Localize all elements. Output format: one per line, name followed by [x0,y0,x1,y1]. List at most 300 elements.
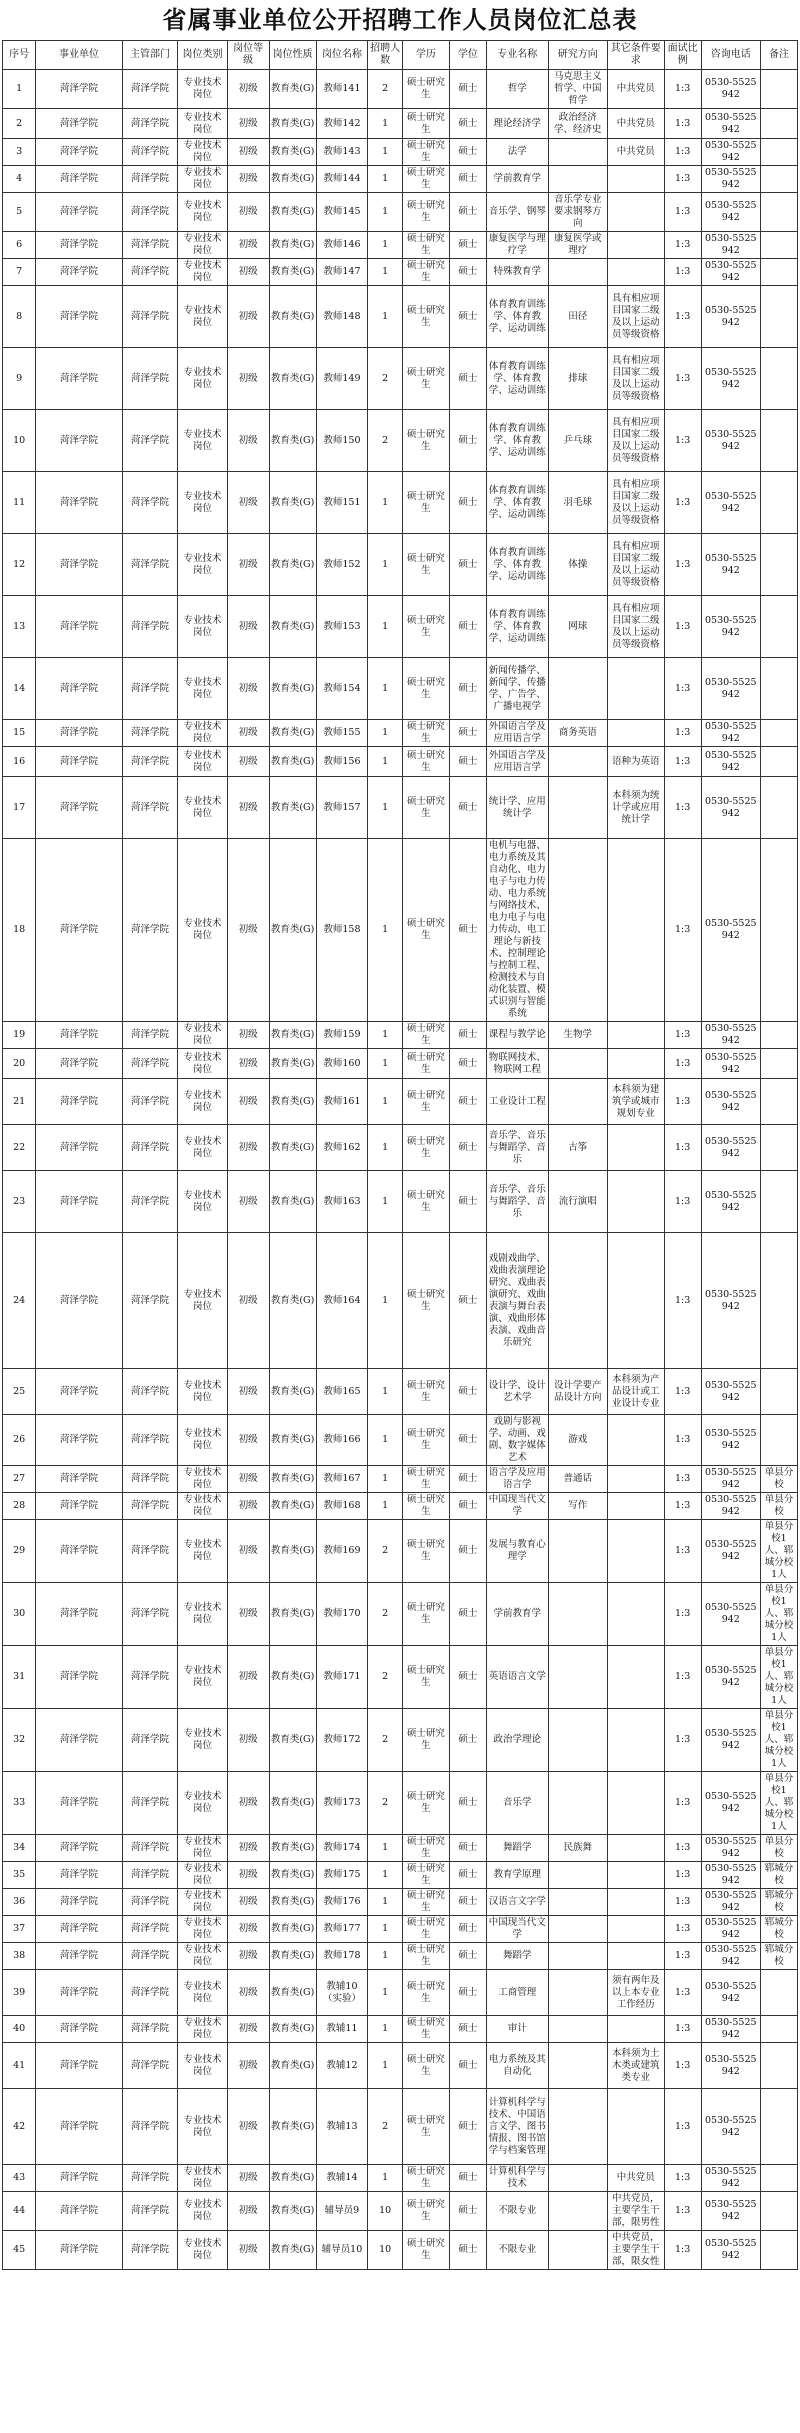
row-number: 33 [3,1772,36,1835]
phone-cell: 0530-5525942 [701,286,760,348]
column-header: 岗位等级 [227,41,269,70]
dept-cell: 菏泽学院 [122,2043,178,2089]
dept-cell: 菏泽学院 [122,1943,178,1970]
level-cell: 初级 [227,2165,269,2192]
category-cell: 专业技术岗位 [178,259,227,286]
nature-cell: 教育类(G) [269,259,316,286]
table-row [3,534,798,596]
unit-cell: 菏泽学院 [36,1862,122,1889]
interview-ratio-cell: 1:3 [664,1079,701,1125]
degree-cell: 硕士 [449,839,486,1022]
other-requirements-cell [607,1022,664,1049]
headcount-cell: 1 [368,658,403,720]
phone-cell: 0530-5525942 [701,410,760,472]
other-requirements-cell [607,1862,664,1889]
other-requirements-cell [607,1520,664,1583]
table-row [3,1022,798,1049]
degree-cell: 硕士 [449,232,486,259]
headcount-cell: 1 [368,109,403,139]
table-row [3,2043,798,2089]
nature-cell: 教育类(G) [269,720,316,747]
headcount-cell: 1 [368,1466,403,1493]
level-cell: 初级 [227,259,269,286]
remarks-cell [760,2016,797,2043]
research-direction-cell [548,839,607,1022]
unit-cell: 菏泽学院 [36,1415,122,1466]
unit-cell: 菏泽学院 [36,1970,122,2016]
dept-cell: 菏泽学院 [122,747,178,777]
other-requirements-cell [607,1583,664,1646]
post-name-cell: 教师158 [316,839,368,1022]
research-direction-cell [548,777,607,839]
nature-cell: 教育类(G) [269,2043,316,2089]
post-name-cell: 教师147 [316,259,368,286]
table-row [3,747,798,777]
major-cell: 音乐学、钢琴 [486,193,548,232]
headcount-cell: 1 [368,259,403,286]
nature-cell: 教育类(G) [269,232,316,259]
table-row [3,1171,798,1233]
level-cell: 初级 [227,472,269,534]
remarks-cell: 单县分校1人、郓城分校1人 [760,1772,797,1835]
education-cell: 硕士研究生 [402,839,449,1022]
nature-cell: 教育类(G) [269,1916,316,1943]
post-name-cell: 教师155 [316,720,368,747]
education-cell: 硕士研究生 [402,286,449,348]
remarks-cell [760,1970,797,2016]
research-direction-cell [548,2192,607,2231]
row-number: 15 [3,720,36,747]
phone-cell: 0530-5525942 [701,2089,760,2165]
category-cell: 专业技术岗位 [178,1520,227,1583]
level-cell: 初级 [227,596,269,658]
category-cell: 专业技术岗位 [178,2016,227,2043]
table-row [3,1466,798,1493]
phone-cell: 0530-5525942 [701,1079,760,1125]
remarks-cell [760,1049,797,1079]
dept-cell: 菏泽学院 [122,777,178,839]
interview-ratio-cell: 1:3 [664,747,701,777]
dept-cell: 菏泽学院 [122,109,178,139]
post-name-cell: 辅导员10 [316,2231,368,2270]
major-cell: 语言学及应用语言学 [486,1466,548,1493]
category-cell: 专业技术岗位 [178,1049,227,1079]
row-number: 36 [3,1889,36,1916]
other-requirements-cell [607,658,664,720]
other-requirements-cell: 中共党员 [607,109,664,139]
remarks-cell [760,1415,797,1466]
column-header: 岗位名称 [316,41,368,70]
degree-cell: 硕士 [449,1835,486,1862]
education-cell: 硕士研究生 [402,1709,449,1772]
nature-cell: 教育类(G) [269,2192,316,2231]
other-requirements-cell: 本科须为土木类或建筑类专业 [607,2043,664,2089]
major-cell: 课程与教学论 [486,1022,548,1049]
major-cell: 舞蹈学 [486,1943,548,1970]
unit-cell: 菏泽学院 [36,1493,122,1520]
major-cell: 外国语言学及应用语言学 [486,747,548,777]
category-cell: 专业技术岗位 [178,1493,227,1520]
major-cell: 统计学、应用统计学 [486,777,548,839]
interview-ratio-cell: 1:3 [664,1466,701,1493]
dept-cell: 菏泽学院 [122,1520,178,1583]
dept-cell: 菏泽学院 [122,2089,178,2165]
interview-ratio-cell: 1:3 [664,777,701,839]
dept-cell: 菏泽学院 [122,2231,178,2270]
remarks-cell [760,596,797,658]
degree-cell: 硕士 [449,1125,486,1171]
interview-ratio-cell: 1:3 [664,720,701,747]
table-row [3,1709,798,1772]
row-number: 30 [3,1583,36,1646]
remarks-cell [760,193,797,232]
table-row [3,70,798,109]
major-cell: 物联网技术、物联网工程 [486,1049,548,1079]
remarks-cell [760,139,797,166]
remarks-cell: 郓城分校 [760,1862,797,1889]
row-number: 31 [3,1646,36,1709]
degree-cell: 硕士 [449,1943,486,1970]
remarks-cell: 郓城分校 [760,1943,797,1970]
remarks-cell [760,70,797,109]
interview-ratio-cell: 1:3 [664,2089,701,2165]
other-requirements-cell [607,1646,664,1709]
post-name-cell: 教辅13 [316,2089,368,2165]
nature-cell: 教育类(G) [269,1862,316,1889]
post-name-cell: 教师177 [316,1916,368,1943]
level-cell: 初级 [227,286,269,348]
nature-cell: 教育类(G) [269,2089,316,2165]
table-row [3,1889,798,1916]
level-cell: 初级 [227,1079,269,1125]
education-cell: 硕士研究生 [402,2192,449,2231]
phone-cell: 0530-5525942 [701,658,760,720]
degree-cell: 硕士 [449,70,486,109]
phone-cell: 0530-5525942 [701,777,760,839]
row-number: 40 [3,2016,36,2043]
other-requirements-cell [607,1049,664,1079]
level-cell: 初级 [227,839,269,1022]
post-name-cell: 教师170 [316,1583,368,1646]
phone-cell: 0530-5525942 [701,2165,760,2192]
dept-cell: 菏泽学院 [122,1772,178,1835]
research-direction-cell [548,1862,607,1889]
other-requirements-cell [607,1835,664,1862]
headcount-cell: 1 [368,286,403,348]
research-direction-cell: 马克思主义哲学、中国哲学 [548,70,607,109]
category-cell: 专业技术岗位 [178,1022,227,1049]
row-number: 38 [3,1943,36,1970]
table-row [3,2165,798,2192]
nature-cell: 教育类(G) [269,70,316,109]
table-row [3,1583,798,1646]
education-cell: 硕士研究生 [402,777,449,839]
level-cell: 初级 [227,1772,269,1835]
post-name-cell: 教师176 [316,1889,368,1916]
unit-cell: 菏泽学院 [36,70,122,109]
dept-cell: 菏泽学院 [122,2192,178,2231]
major-cell: 工商管理 [486,1970,548,2016]
level-cell: 初级 [227,1970,269,2016]
education-cell: 硕士研究生 [402,139,449,166]
nature-cell: 教育类(G) [269,658,316,720]
research-direction-cell [548,1889,607,1916]
dept-cell: 菏泽学院 [122,70,178,109]
phone-cell: 0530-5525942 [701,1862,760,1889]
phone-cell: 0530-5525942 [701,1493,760,1520]
table-row [3,1125,798,1171]
degree-cell: 硕士 [449,1415,486,1466]
research-direction-cell: 生物学 [548,1022,607,1049]
major-cell: 哲学 [486,70,548,109]
remarks-cell [760,259,797,286]
table-row [3,658,798,720]
row-number: 11 [3,472,36,534]
major-cell: 电力系统及其自动化 [486,2043,548,2089]
nature-cell: 教育类(G) [269,1772,316,1835]
other-requirements-cell [607,1125,664,1171]
education-cell: 硕士研究生 [402,410,449,472]
headcount-cell: 1 [368,1493,403,1520]
degree-cell: 硕士 [449,1022,486,1049]
unit-cell: 菏泽学院 [36,2043,122,2089]
headcount-cell: 1 [368,1233,403,1369]
phone-cell: 0530-5525942 [701,839,760,1022]
major-cell: 英语语言文学 [486,1646,548,1709]
post-name-cell: 教师153 [316,596,368,658]
remarks-cell [760,1233,797,1369]
degree-cell: 硕士 [449,1493,486,1520]
table-row [3,1862,798,1889]
other-requirements-cell [607,1415,664,1466]
remarks-cell [760,1125,797,1171]
category-cell: 专业技术岗位 [178,2089,227,2165]
nature-cell: 教育类(G) [269,1835,316,1862]
other-requirements-cell [607,166,664,193]
phone-cell: 0530-5525942 [701,472,760,534]
interview-ratio-cell: 1:3 [664,1646,701,1709]
education-cell: 硕士研究生 [402,1466,449,1493]
level-cell: 初级 [227,1415,269,1466]
headcount-cell: 10 [368,2192,403,2231]
interview-ratio-cell: 1:3 [664,472,701,534]
row-number: 41 [3,2043,36,2089]
category-cell: 专业技术岗位 [178,166,227,193]
degree-cell: 硕士 [449,1049,486,1079]
phone-cell: 0530-5525942 [701,1520,760,1583]
degree-cell: 硕士 [449,1233,486,1369]
category-cell: 专业技术岗位 [178,348,227,410]
remarks-cell [760,534,797,596]
phone-cell: 0530-5525942 [701,1916,760,1943]
level-cell: 初级 [227,1125,269,1171]
nature-cell: 教育类(G) [269,1466,316,1493]
interview-ratio-cell: 1:3 [664,1125,701,1171]
other-requirements-cell [607,1171,664,1233]
row-number: 26 [3,1415,36,1466]
research-direction-cell [548,2016,607,2043]
row-number: 23 [3,1171,36,1233]
research-direction-cell: 音乐学专业要求钢琴方向 [548,193,607,232]
level-cell: 初级 [227,193,269,232]
nature-cell: 教育类(G) [269,139,316,166]
degree-cell: 硕士 [449,1916,486,1943]
other-requirements-cell: 具有相应项目国家二级及以上运动员等级资格 [607,286,664,348]
research-direction-cell: 设计学要产品设计方向 [548,1369,607,1415]
unit-cell: 菏泽学院 [36,1772,122,1835]
phone-cell: 0530-5525942 [701,534,760,596]
major-cell: 审计 [486,2016,548,2043]
nature-cell: 教育类(G) [269,348,316,410]
post-name-cell: 教师175 [316,1862,368,1889]
unit-cell: 菏泽学院 [36,1369,122,1415]
education-cell: 硕士研究生 [402,1171,449,1233]
interview-ratio-cell: 1:3 [664,2192,701,2231]
category-cell: 专业技术岗位 [178,658,227,720]
research-direction-cell: 商务英语 [548,720,607,747]
category-cell: 专业技术岗位 [178,1709,227,1772]
unit-cell: 菏泽学院 [36,2165,122,2192]
unit-cell: 菏泽学院 [36,259,122,286]
nature-cell: 教育类(G) [269,1049,316,1079]
nature-cell: 教育类(G) [269,1583,316,1646]
dept-cell: 菏泽学院 [122,410,178,472]
major-cell: 设计学、设计艺术学 [486,1369,548,1415]
column-header: 研究方向 [548,41,607,70]
page-title: 省属事业单位公开招聘工作人员岗位汇总表 [162,5,638,34]
remarks-cell [760,2192,797,2231]
remarks-cell [760,2089,797,2165]
dept-cell: 菏泽学院 [122,1709,178,1772]
headcount-cell: 10 [368,2231,403,2270]
row-number: 10 [3,410,36,472]
degree-cell: 硕士 [449,658,486,720]
headcount-cell: 1 [368,1889,403,1916]
row-number: 14 [3,658,36,720]
post-name-cell: 教师142 [316,109,368,139]
row-number: 20 [3,1049,36,1079]
phone-cell: 0530-5525942 [701,1943,760,1970]
post-name-cell: 教师162 [316,1125,368,1171]
major-cell: 戏剧与影视学、动画、戏剧、数字媒体艺术 [486,1415,548,1466]
major-cell: 体育教育训练学、体育教学、运动训练 [486,286,548,348]
education-cell: 硕士研究生 [402,1415,449,1466]
other-requirements-cell [607,1466,664,1493]
level-cell: 初级 [227,1022,269,1049]
interview-ratio-cell: 1:3 [664,2231,701,2270]
phone-cell: 0530-5525942 [701,596,760,658]
level-cell: 初级 [227,2231,269,2270]
degree-cell: 硕士 [449,1583,486,1646]
major-cell: 体育教育训练学、体育教学、运动训练 [486,472,548,534]
phone-cell: 0530-5525942 [701,1049,760,1079]
level-cell: 初级 [227,2089,269,2165]
nature-cell: 教育类(G) [269,1970,316,2016]
major-cell: 康复医学与理疗学 [486,232,548,259]
category-cell: 专业技术岗位 [178,596,227,658]
category-cell: 专业技术岗位 [178,286,227,348]
level-cell: 初级 [227,1889,269,1916]
interview-ratio-cell: 1:3 [664,193,701,232]
level-cell: 初级 [227,1916,269,1943]
remarks-cell [760,1022,797,1049]
table-header-row [3,41,798,70]
column-header: 学位 [449,41,486,70]
research-direction-cell: 古筝 [548,1125,607,1171]
phone-cell: 0530-5525942 [701,1889,760,1916]
degree-cell: 硕士 [449,2165,486,2192]
education-cell: 硕士研究生 [402,596,449,658]
level-cell: 初级 [227,70,269,109]
nature-cell: 教育类(G) [269,839,316,1022]
post-name-cell: 教辅12 [316,2043,368,2089]
headcount-cell: 1 [368,1369,403,1415]
nature-cell: 教育类(G) [269,286,316,348]
dept-cell: 菏泽学院 [122,286,178,348]
unit-cell: 菏泽学院 [36,1233,122,1369]
unit-cell: 菏泽学院 [36,1049,122,1079]
nature-cell: 教育类(G) [269,1943,316,1970]
interview-ratio-cell: 1:3 [664,1049,701,1079]
research-direction-cell: 流行演唱 [548,1171,607,1233]
remarks-cell [760,658,797,720]
remarks-cell: 单县分校1人、郓城分校1人 [760,1646,797,1709]
research-direction-cell: 羽毛球 [548,472,607,534]
dept-cell: 菏泽学院 [122,534,178,596]
degree-cell: 硕士 [449,720,486,747]
education-cell: 硕士研究生 [402,1493,449,1520]
major-cell: 工业设计工程 [486,1079,548,1125]
nature-cell: 教育类(G) [269,1233,316,1369]
phone-cell: 0530-5525942 [701,1125,760,1171]
other-requirements-cell: 须有两年及以上本专业工作经历 [607,1970,664,2016]
other-requirements-cell [607,839,664,1022]
post-name-cell: 教师149 [316,348,368,410]
degree-cell: 硕士 [449,596,486,658]
row-number: 1 [3,70,36,109]
research-direction-cell [548,139,607,166]
post-name-cell: 教师144 [316,166,368,193]
other-requirements-cell: 本科须为统计学或应用统计学 [607,777,664,839]
education-cell: 硕士研究生 [402,1772,449,1835]
table-row [3,1493,798,1520]
category-cell: 专业技术岗位 [178,720,227,747]
column-header: 学历 [402,41,449,70]
other-requirements-cell: 具有相应项目国家二级及以上运动员等级资格 [607,534,664,596]
row-number: 29 [3,1520,36,1583]
phone-cell: 0530-5525942 [701,1466,760,1493]
research-direction-cell [548,1709,607,1772]
row-number: 2 [3,109,36,139]
research-direction-cell [548,1916,607,1943]
table-row [3,193,798,232]
dept-cell: 菏泽学院 [122,1022,178,1049]
dept-cell: 菏泽学院 [122,232,178,259]
degree-cell: 硕士 [449,747,486,777]
nature-cell: 教育类(G) [269,166,316,193]
research-direction-cell [548,1583,607,1646]
category-cell: 专业技术岗位 [178,1233,227,1369]
remarks-cell [760,839,797,1022]
category-cell: 专业技术岗位 [178,472,227,534]
post-name-cell: 教师157 [316,777,368,839]
degree-cell: 硕士 [449,109,486,139]
education-cell: 硕士研究生 [402,2231,449,2270]
row-number: 39 [3,1970,36,2016]
phone-cell: 0530-5525942 [701,747,760,777]
degree-cell: 硕士 [449,1970,486,2016]
remarks-cell [760,109,797,139]
